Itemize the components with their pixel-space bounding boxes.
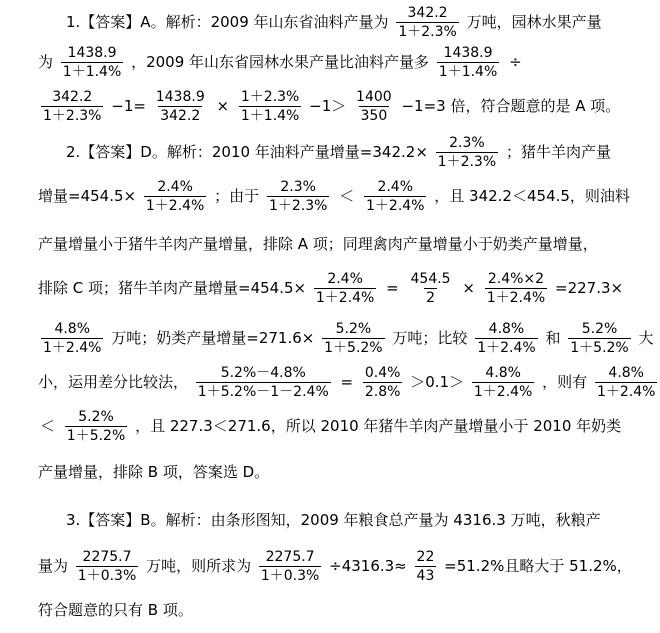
numerator: 2275.7 [265, 549, 315, 565]
q1-l1-fraction [396, 4, 458, 41]
denominator: 43 [416, 568, 435, 584]
denominator: 2 [426, 290, 435, 306]
q2-l2-fraction-3 [364, 178, 426, 215]
numerator: 5.2% [78, 409, 114, 425]
q2-l6-fraction-1 [196, 364, 331, 401]
numerator: 1438.9 [443, 45, 493, 61]
numerator: 2.4% [377, 179, 414, 195]
denominator: 1＋2.4% [145, 198, 205, 214]
numerator: 2.4% [327, 271, 363, 287]
q2-l5-text-b: 万吨；比较 [392, 329, 468, 347]
q2-line5 [38, 320, 654, 357]
numerator: 4.8% [488, 321, 525, 337]
q3-l2-text-b: 万吨，则所求为 [146, 557, 252, 575]
q2-l1-text-b: ；猪牛羊肉产量 [505, 143, 611, 161]
q2-l4-fraction-1 [314, 270, 376, 307]
q2-l1-text-a: 2.【答案】D。解析：2010 年油料产量增量=342.2× [66, 143, 428, 161]
q2-line4 [38, 270, 623, 307]
q1-l3-text-b: × [216, 97, 230, 115]
q2-l6-text-b: = [340, 373, 354, 391]
q2-line7 [38, 408, 621, 445]
numerator: 4.8% [485, 365, 521, 381]
q3-l3-text-a: 符合题意的只有 B 项。 [38, 601, 193, 619]
q2-l6-fraction-3 [472, 364, 534, 401]
numerator: 2.4%×2 [487, 271, 545, 287]
q1-l1-text-b: 万吨，园林水果产量 [466, 13, 602, 31]
q3-l2-text-d: =51.2%且略大于 51.2%， [444, 557, 632, 575]
q1-line3 [38, 88, 620, 125]
denominator: 1＋2.3% [43, 108, 102, 124]
denominator: 1＋5.2% [66, 428, 126, 444]
q3-l1-text-a: 3.【答案】B。解析：由条形图知，2009 年粮食总产量为 4316.3 万吨，秋粮产 [66, 511, 601, 529]
q2-l6-fraction-4 [595, 364, 657, 401]
q1-l1-text-a: 1.【答案】A。解析：2009 年山东省油料产量为 [66, 13, 389, 31]
numerator: 2275.7 [82, 549, 132, 565]
q1-l3-fraction-3 [239, 88, 301, 125]
q2-l4-text-a: 排除 C 项；猪牛羊肉产量增量=454.5× [38, 279, 307, 297]
numerator: 1400 [356, 89, 392, 105]
q2-line2 [38, 178, 630, 215]
denominator: 342.2 [160, 108, 201, 124]
q2-l5-fraction-3 [475, 320, 537, 357]
denominator: 1＋2.4% [315, 290, 375, 306]
q2-l1-fraction [436, 134, 498, 171]
numerator: 1＋2.3% [240, 89, 300, 105]
numerator: 4.8% [54, 321, 91, 337]
q3-line2 [38, 548, 632, 585]
numerator: 454.5 [410, 271, 451, 287]
denominator: 1＋2.3% [398, 24, 457, 40]
denominator: 1＋5.2% [570, 340, 629, 356]
q1-l2-text-c: ÷ [509, 53, 522, 71]
q3-l2-fraction-1 [76, 548, 138, 585]
q3-l2-text-a: 量为 [38, 557, 69, 575]
numerator: 4.8% [608, 365, 644, 381]
q2-line8 [38, 462, 269, 482]
denominator: 1＋1.4% [438, 64, 498, 80]
q2-l3-text-a: 产量增量小于猪牛羊肉产量增量，排除 A 项；同理禽肉产量增量小于奶类产量增量， [38, 235, 598, 253]
denominator: 1＋2.4% [366, 198, 425, 214]
q1-l3-fraction-4 [354, 88, 394, 125]
numerator: 342.2 [52, 89, 93, 105]
q2-l6-fraction-2 [363, 364, 403, 401]
q2-l2-text-a: 增量=454.5× [38, 187, 137, 205]
denominator: 1＋1.4% [62, 64, 122, 80]
q1-l3-text-c: −1＞ [309, 97, 347, 115]
numerator: 0.4% [364, 365, 401, 381]
q2-l5-fraction-2 [322, 320, 384, 357]
q1-l2-text-b: ，2009 年山东省园林水果产量比油料产量多 [131, 53, 430, 71]
q1-line1 [66, 4, 602, 41]
q2-l5-text-d: 大 [638, 329, 654, 347]
q1-l3-fraction-2 [154, 88, 207, 125]
q1-l3-fraction-1 [41, 88, 103, 125]
denominator: 1＋2.4% [477, 340, 536, 356]
denominator: 1＋2.4% [486, 290, 546, 306]
q1-l2-fraction-1 [61, 44, 123, 81]
q2-l7-text-a: ＜ [40, 417, 56, 435]
denominator: 2.8% [364, 384, 401, 400]
numerator: 2.3% [449, 135, 485, 151]
q2-l5-text-a: 万吨；奶类产量增量=271.6× [111, 329, 315, 347]
numerator: 5.2% [335, 321, 372, 337]
q2-line3 [38, 234, 598, 254]
q2-l7-text-b: ，且 227.3＜271.6，所以 2010 年猪牛羊肉产量增量小于 2010 年奶类 [135, 417, 622, 435]
q2-l4-text-d: =227.3× [555, 279, 624, 297]
q2-l5-text-c: 和 [545, 329, 561, 347]
numerator: 342.2 [407, 5, 448, 21]
numerator: 5.2% [581, 321, 618, 337]
denominator: 1＋2.3% [268, 198, 328, 214]
denominator: 1＋0.3% [77, 568, 137, 584]
q1-line2 [38, 44, 524, 81]
numerator: 1438.9 [67, 45, 117, 61]
denominator: 1＋0.3% [260, 568, 320, 584]
q2-l4-text-b: = [386, 279, 399, 297]
q2-l6-text-c: ＞0.1＞ [410, 373, 465, 391]
q2-l4-fraction-3 [485, 270, 547, 307]
q2-line1 [66, 134, 611, 171]
q2-line6 [38, 364, 660, 401]
denominator: 1＋5.2% [324, 340, 383, 356]
q2-l5-fraction-4 [568, 320, 630, 357]
q3-line1 [66, 510, 601, 530]
denominator: 1＋2.4% [473, 384, 533, 400]
denominator: 1＋2.4% [596, 384, 656, 400]
numerator: 2.4% [157, 179, 193, 195]
denominator: 1＋2.4% [43, 340, 102, 356]
numerator: 2.3% [280, 179, 316, 195]
q2-l8-text-a: 产量增量，排除 B 项，答案选 D。 [38, 463, 270, 481]
denominator: 1＋1.4% [240, 108, 300, 124]
q3-l2-fraction-2 [259, 548, 321, 585]
q2-l2-text-b: ；由于 [214, 187, 260, 205]
q2-l2-fraction-1 [144, 178, 206, 215]
q1-l2-fraction-2 [437, 44, 499, 81]
q3-l2-fraction-3 [415, 548, 437, 585]
q2-l2-fraction-2 [267, 178, 329, 215]
q2-l6-text-a: 小，运用差分比较法， [38, 373, 189, 391]
denominator: 1＋2.3% [437, 154, 497, 170]
q1-l2-text-a: 为 [38, 53, 54, 71]
q2-l7-fraction-1 [65, 408, 127, 445]
q3-line3 [38, 600, 193, 620]
denominator: 1＋5.2%－1－2.4% [197, 384, 329, 400]
q2-l6-text-d: ，则有 [542, 373, 588, 391]
denominator: 350 [360, 108, 388, 124]
q2-l4-text-c: × [462, 279, 475, 297]
numerator: 1438.9 [155, 89, 205, 105]
numerator: 22 [416, 549, 435, 565]
q2-l2-text-c: ＜ [339, 187, 355, 205]
q1-l3-text-a: −1= [111, 97, 146, 115]
q2-l5-fraction-1 [41, 320, 103, 357]
numerator: 5.2%－4.8% [220, 365, 306, 381]
q2-l2-text-d: ，且 342.2＜454.5，则油料 [434, 187, 630, 205]
q2-l4-fraction-2 [409, 270, 453, 307]
q1-l3-text-d: −1=3 倍，符合题意的是 A 项。 [401, 97, 621, 115]
q3-l2-text-c: ÷4316.3≈ [329, 557, 407, 575]
